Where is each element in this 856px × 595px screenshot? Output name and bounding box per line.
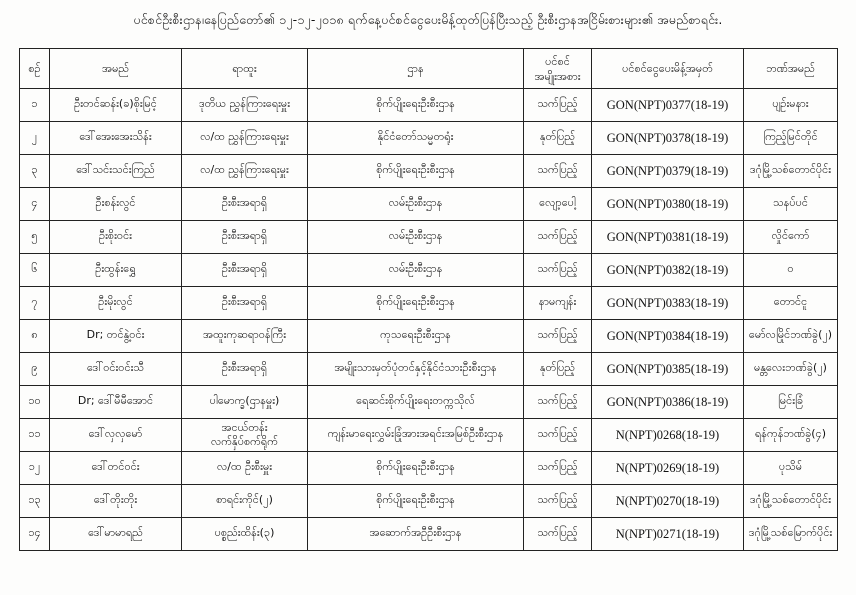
cell-department: စိုက်ပျိုးရေးဦးစီးဌာန <box>308 155 524 188</box>
cell-department: အမျိုးသားမှတ်ပုံတင်နှင့်နိုင်ငံသားဦးစီးဌာန <box>308 353 524 386</box>
cell-treasury: ပုသိမ် <box>744 452 838 485</box>
cell-name: Dr; တင်နွဲ့ဝင်း <box>50 320 182 353</box>
cell-no: ၁၂ <box>20 452 50 485</box>
table-row <box>20 254 838 287</box>
cell-no: ၁၁ <box>20 419 50 452</box>
header-treasury: ဘဏ်အမည် <box>744 49 838 89</box>
header-pension-type <box>524 49 592 89</box>
cell-department: အဆောက်အဦဦးစီးဌာန <box>308 518 524 551</box>
cell-no: ၉ <box>20 353 50 386</box>
cell-pension-type: သက်ပြည့် <box>524 254 592 287</box>
cell-license-no: GON(NPT)0378(18-19) <box>592 122 744 155</box>
cell-department: စိုက်ပျိုးရေးဦးစီးဌာန <box>308 287 524 320</box>
cell-department: စိုက်ပျိုးရေးဦးစီးဌာန <box>308 452 524 485</box>
cell-name: ဦးတင်ဆန်း(ခ)စိုးမြင့် <box>50 89 182 122</box>
cell-department: စိုက်ပျိုးရေးဦးစီးဌာန <box>308 485 524 518</box>
header-department: ဌာန <box>308 49 524 89</box>
table-header-row <box>20 49 838 89</box>
cell-name: ဦးစန်းလွင် <box>50 188 182 221</box>
cell-no: ၃ <box>20 155 50 188</box>
table-row <box>20 419 838 452</box>
cell-department: ကျန်းမာရေးလွှမ်းခြုံအားအရင်းအမြစ်ဦးစီးဌာန <box>308 419 524 452</box>
cell-department: စိုက်ပျိုးရေးဦးစီးဌာန <box>308 89 524 122</box>
table-row <box>20 386 838 419</box>
table-row <box>20 155 838 188</box>
cell-pension-type: သက်ပြည့် <box>524 452 592 485</box>
cell-license-no: GON(NPT)0379(18-19) <box>592 155 744 188</box>
cell-pension-type: သက်ပြည့် <box>524 485 592 518</box>
cell-treasury: မန္တလေးဘဏ်ခွဲ(၂) <box>744 353 838 386</box>
cell-treasury: လှိုင်ကော် <box>744 221 838 254</box>
cell-no: ၄ <box>20 188 50 221</box>
cell-rank: ပါမောက္ခ(ဌာနမှူး) <box>182 386 308 419</box>
header-license-no: ပင်စင်ငွေပေးမိန့်အမှတ် <box>592 49 744 89</box>
cell-treasury: တောင်ငူ <box>744 287 838 320</box>
cell-rank: လ/ထ ညွှန်ကြားရေးမှူး <box>182 122 308 155</box>
cell-license-no: GON(NPT)0380(18-19) <box>592 188 744 221</box>
table-row <box>20 320 838 353</box>
header-name: အမည် <box>50 49 182 89</box>
cell-rank-line2: လက်နှိပ်စက်ရိုက် <box>210 435 279 448</box>
cell-name: ဦးထွန်းရွှေ <box>50 254 182 287</box>
cell-pension-type: သက်ပြည့် <box>524 386 592 419</box>
document-title: ပင်စင်ဦးစီးဌာန၊နေပြည်တော်၏ ၁၂-၁၂-၂၀၁၈ ရက်နေ့ပင်စင်ငွေပေးမိန့်ထုတ်ပြန်ပြီးသည့် ဦးစီးဌာနအငြိမ်းစားများ၏ အမည်စာရင်း. <box>133 12 723 27</box>
cell-treasury: ရန်ကုန်ဘဏ်ခွဲ(၄) <box>744 419 838 452</box>
cell-treasury: ကြည့်မြင်တိုင် <box>744 122 838 155</box>
cell-license-no: GON(NPT)0383(18-19) <box>592 287 744 320</box>
cell-department: လမ်းဦးစီးဌာန <box>308 221 524 254</box>
cell-no: ၂ <box>20 122 50 155</box>
cell-rank-line1: အငယ်တန်း <box>221 421 268 434</box>
cell-no: ၁၃ <box>20 485 50 518</box>
cell-pension-type: နုတ်ပြည့် <box>524 122 592 155</box>
cell-department: ရေဆင်းစိုက်ပျိုးရေးတက္ကသိုလ် <box>308 386 524 419</box>
cell-rank: လ/ထ ဦးစီးမှူး <box>182 452 308 485</box>
cell-treasury: ဒဂုံမြို့သစ်မြောက်ပိုင်း <box>744 518 838 551</box>
cell-license-no: GON(NPT)0381(18-19) <box>592 221 744 254</box>
cell-pension-type: သက်ပြည့် <box>524 221 592 254</box>
cell-rank: လ/ထ ညွှန်ကြားရေးမှူး <box>182 155 308 188</box>
header-rank: ရာထူး <box>182 49 308 89</box>
table-row <box>20 287 838 320</box>
cell-rank: ဦးစီးအရာရှိ <box>182 287 308 320</box>
cell-name: ဒေါ်သင်းသင်းကြည် <box>50 155 182 188</box>
cell-pension-type: သက်ပြည့် <box>524 320 592 353</box>
cell-rank: ဦးစီးအရာရှိ <box>182 221 308 254</box>
cell-license-no: N(NPT)0268(18-19) <box>592 419 744 452</box>
cell-no: ၁၀ <box>20 386 50 419</box>
cell-treasury: ဒဂုံမြို့သစ်တောင်ပိုင်း <box>744 485 838 518</box>
cell-name: ဦးစိုးဝင်း <box>50 221 182 254</box>
header-pension-type-line1: ပင်စင် <box>545 54 570 68</box>
cell-license-no: N(NPT)0271(18-19) <box>592 518 744 551</box>
cell-pension-type: သက်ပြည့် <box>524 419 592 452</box>
cell-pension-type: သက်ပြည့် <box>524 155 592 188</box>
cell-license-no: GON(NPT)0384(18-19) <box>592 320 744 353</box>
table-row <box>20 221 838 254</box>
cell-pension-type: နာမကျန်း <box>524 287 592 320</box>
table-row <box>20 122 838 155</box>
cell-pension-type: သက်ပြည့် <box>524 518 592 551</box>
header-pension-type-line2: အမျိုးအစား <box>534 69 581 83</box>
cell-license-no: GON(NPT)0382(18-19) <box>592 254 744 287</box>
cell-license-no: GON(NPT)0386(18-19) <box>592 386 744 419</box>
table-row <box>20 518 838 551</box>
cell-no: ၇ <box>20 287 50 320</box>
cell-name: Dr; ဒေါ်မီမီအောင် <box>50 386 182 419</box>
cell-no: ၁ <box>20 89 50 122</box>
cell-rank: ဦးစီးအရာရှိ <box>182 353 308 386</box>
cell-license-no: N(NPT)0269(18-19) <box>592 452 744 485</box>
cell-rank <box>182 419 308 452</box>
cell-department: နိုင်ငံတော်သမ္မတရုံး <box>308 122 524 155</box>
cell-no: ၁၄ <box>20 518 50 551</box>
cell-name: ဒေါ်တင်ဝင်း <box>50 452 182 485</box>
cell-name: ဒေါ်ဝင်းဝင်းသီ <box>50 353 182 386</box>
table-row <box>20 353 838 386</box>
cell-name: ဒေါ်မာမာရည် <box>50 518 182 551</box>
cell-treasury: မြင်းခြံ <box>744 386 838 419</box>
cell-rank: အထူးကုဆရာဝန်ကြီး <box>182 320 308 353</box>
cell-license-no: GON(NPT)0377(18-19) <box>592 89 744 122</box>
cell-rank: ဒုတိယ ညွှန်ကြားရေးမှူး <box>182 89 308 122</box>
cell-no: ၈ <box>20 320 50 353</box>
cell-treasury: သနပ်ပင် <box>744 188 838 221</box>
cell-treasury: ပျဉ်းမနား <box>744 89 838 122</box>
cell-name: ဒေါ်လှလှမော် <box>50 419 182 452</box>
cell-department: လမ်းဦးစီးဌာန <box>308 188 524 221</box>
cell-name: ဦးမိုးလွင် <box>50 287 182 320</box>
cell-department: လမ်းဦးစီးဌာန <box>308 254 524 287</box>
cell-treasury: မော်လမြိုင်ဘဏ်ခွဲ(၂) <box>744 320 838 353</box>
cell-pension-type: လျော့ပေါ့ <box>524 188 592 221</box>
cell-pension-type: သက်ပြည့် <box>524 89 592 122</box>
header-no: စဉ် <box>20 49 50 89</box>
cell-treasury: ဝ <box>744 254 838 287</box>
cell-department: ကုသရေးဦးစီးဌာန <box>308 320 524 353</box>
table-row <box>20 188 838 221</box>
cell-rank: ဦးစီးအရာရှိ <box>182 188 308 221</box>
cell-name: ဒေါ်အေးအေးသိန်း <box>50 122 182 155</box>
table-row <box>20 89 838 122</box>
cell-no: ၆ <box>20 254 50 287</box>
pension-roster-table <box>19 48 838 551</box>
cell-name: ဒေါ်တိုးတိုး <box>50 485 182 518</box>
cell-rank: စာရင်းကိုင်(၂) <box>182 485 308 518</box>
cell-no: ၅ <box>20 221 50 254</box>
cell-treasury: ဒဂုံမြို့သစ်တောင်ပိုင်း <box>744 155 838 188</box>
table-row <box>20 452 838 485</box>
cell-rank: ပစ္စည်းထိန်း(၃) <box>182 518 308 551</box>
table-row <box>20 485 838 518</box>
cell-license-no: GON(NPT)0385(18-19) <box>592 353 744 386</box>
cell-license-no: N(NPT)0270(18-19) <box>592 485 744 518</box>
cell-pension-type: နုတ်ပြည့် <box>524 353 592 386</box>
cell-rank: ဦးစီးအရာရှိ <box>182 254 308 287</box>
